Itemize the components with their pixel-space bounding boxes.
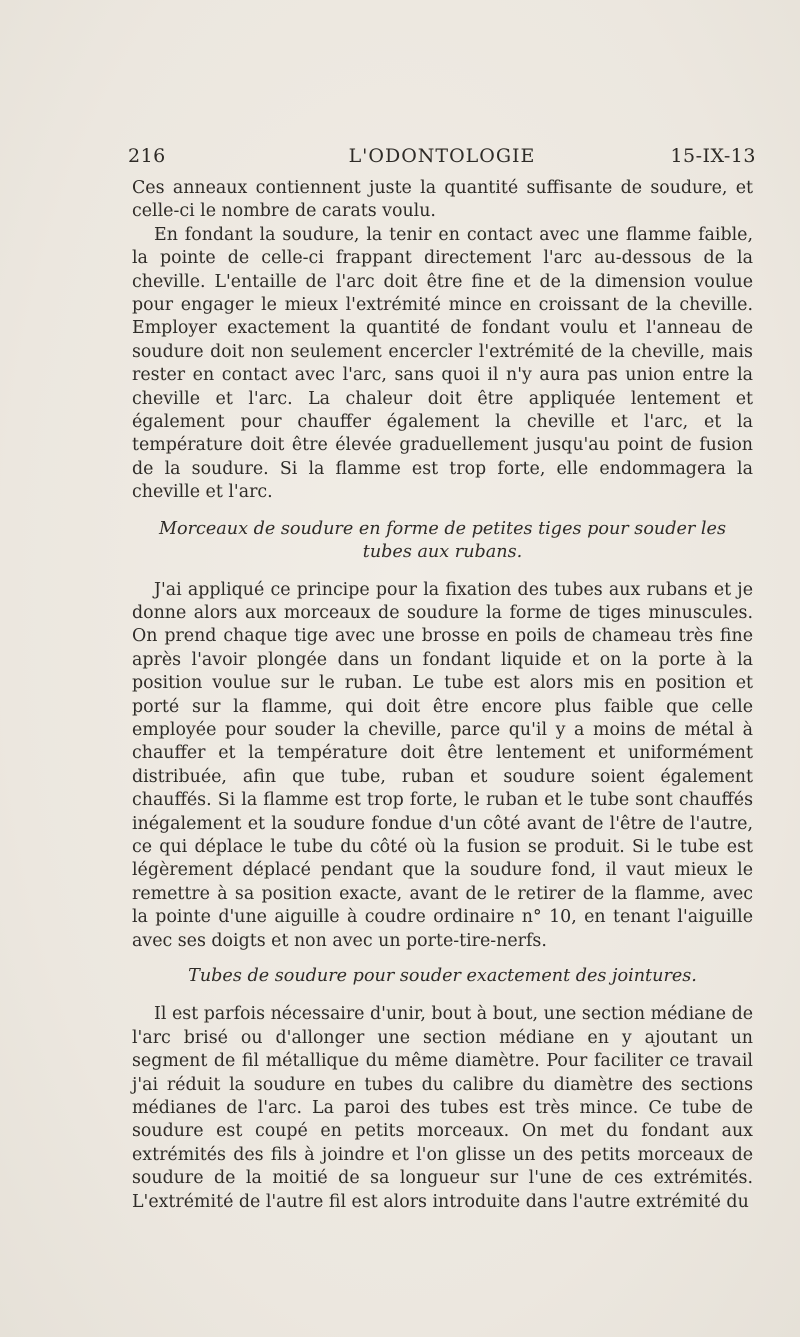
paragraph-continued: Ces anneaux contiennent juste la quantité suffisante de soudure, et celle-ci le nombre de carats voulu. bbox=[132, 178, 753, 222]
paragraph-soldering-flame: En fondant la soudure, la tenir en contact avec une flamme faible, la pointe de celle-ci frappant directement l'arc au-dessous de la cheville. L'entaille de l'arc doit être fine et de la dimension voulue pour engager le mieux l'extrémité mince en croissant de la cheville. Employer exactement la quantité de fondant voulu et l'anneau de soudure doit non seulement encercler l'extrémité de la cheville, mais rester en contact avec l'arc, sans quoi il n'y aura pas union entre la cheville et l'arc. La chaleur doit être appliquée lentement et également pour chauffer également la cheville et l'arc, et la température doit être élevée graduellement jusqu'au point de fusion de la soudure. Si la flamme est trop forte, elle endommagera la cheville et l'arc. bbox=[132, 224, 753, 503]
paragraph-solder-tubes: Il est parfois nécessaire d'unir, bout à bout, une section médiane de l'arc brisé ou d'allonger une section médiane en y ajoutant un segment de fil métallique du même diamètre. Pour faciliter ce travail j'ai réduit la soudure en tubes du calibre du diamètre des sections médianes de l'arc. La paroi des tubes est très mince. Ce tube de soudure est coupé en petits morceaux. On met du fondant aux extrémités des fils à joindre et l'on glisse un des petits morceaux de soudure de la moitié de sa longueur sur l'une de ces extrémités. L'extrémité de l'autre fil est alors introduite dans l'autre extrémité du bbox=[132, 1004, 753, 1212]
page-number: 216 bbox=[128, 145, 166, 167]
issue-date: 15-IX-13 bbox=[670, 145, 756, 167]
section-heading-solder-rods: Morceaux de soudure en forme de petites tiges pour souder les tubes aux rubans. bbox=[158, 518, 726, 563]
paragraph-solder-rods: J'ai appliqué ce principe pour la fixation des tubes aux rubans et je donne alors aux morceaux de soudure la forme de tiges minuscules. On prend chaque tige avec une brosse en poils de chameau très fine après l'avoir plongée dans un fondant liquide et on la porte à la position voulue sur le ruban. Le tube est alors mis en position et porté sur la flamme, qui doit être encore plus faible que celle employée pour souder la cheville, parce qu'il y a moins de métal à chauffer et la température doit être lentement et uniformément distribuée, afin que tube, ruban et soudure soient également chauffés. Si la flamme est trop forte, le ruban et le tube sont chauffés inégalement et la soudure fondue d'un côté avant de l'être de l'autre, ce qui déplace le tube du côté où la fusion se produit. Si le tube est légèrement déplacé pendant que la soudure fond, il vaut mieux le remettre à sa position exacte, avant de le retirer de la flamme, avec la pointe d'une aiguille à coudre ordinaire n° 10, en tenant l'aiguille avec ses doigts et non avec un porte-tire-nerfs. bbox=[132, 579, 753, 951]
text-body bbox=[132, 177, 753, 1214]
running-header bbox=[128, 143, 756, 169]
section-heading-solder-tubes: Tubes de soudure pour souder exactement des jointures. bbox=[188, 966, 697, 986]
running-title: L'ODONTOLOGIE bbox=[348, 145, 536, 167]
